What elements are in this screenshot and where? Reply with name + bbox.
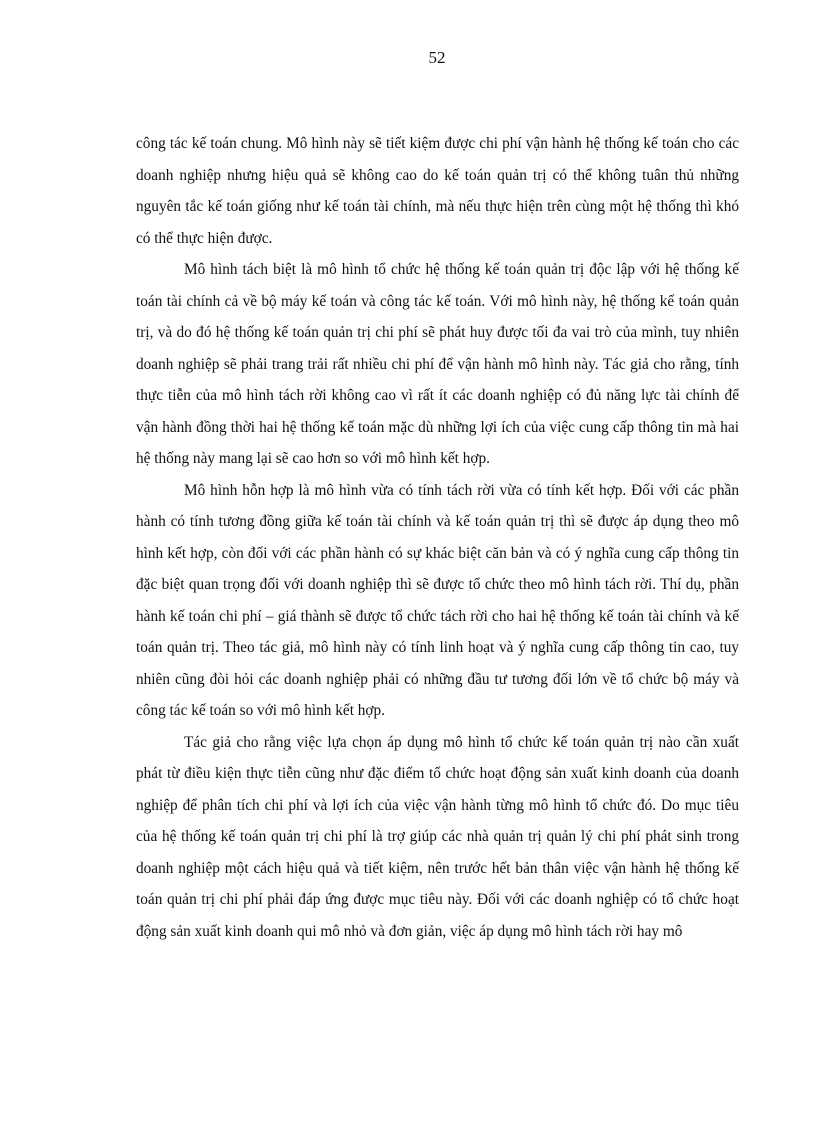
paragraph-model-selection: Tác giả cho rằng việc lựa chọn áp dụng mô hình tổ chức kế toán quản trị nào cần xuất phát từ điều kiện thực tiễn cũng như đặc điểm tổ chức hoạt động sản xuất kinh doanh của doanh nghiệp để phân tích chi phí và lợi ích của việc vận hành từng mô hình tổ chức đó. Do mục tiêu của hệ thống kế toán quản trị chi phí là trợ giúp các nhà quản trị quản lý chi phí phát sinh trong doanh nghiệp một cách hiệu quả và tiết kiệm, nên trước hết bản thân việc vận hành hệ thống kế toán quản trị chi phí phải đáp ứng được mục tiêu này. Đối với các doanh nghiệp có tổ chức hoạt động sản xuất kinh doanh qui mô nhỏ và đơn giản, việc áp dụng mô hình tách rời hay mô — [136, 733, 739, 940]
page-number: 52 — [428, 48, 446, 67]
paragraph-hybrid-model: Mô hình hỗn hợp là mô hình vừa có tính tách rời vừa có tính kết hợp. Đối với các phần hành có tính tương đồng giữa kế toán tài chính và kế toán quản trị thì sẽ được áp dụng theo mô hình kết hợp, còn đối với các phần hành có sự khác biệt căn bản và có ý nghĩa cung cấp thông tin đặc biệt quan trọng đối với doanh nghiệp thì sẽ được tổ chức theo mô hình tách rời. Thí dụ, phần hành kế toán chi phí – giá thành sẽ được tổ chức tách rời cho hai hệ thống kế toán tài chính và kế toán quản trị. Theo tác giả, mô hình này có tính linh hoạt và ý nghĩa cung cấp thông tin cao, tuy nhiên cũng đòi hỏi các doanh nghiệp phải có những đầu tư tương đối lớn về tổ chức bộ máy và công tác kế toán so với mô hình kết hợp. — [136, 481, 739, 719]
paragraph-continuation: công tác kế toán chung. Mô hình này sẽ tiết kiệm được chi phí vận hành hệ thống kế toán cho các doanh nghiệp nhưng hiệu quả sẽ không cao do kế toán quản trị có thể không tuân thủ những nguyên tắc kế toán giống như kế toán tài chính, mà nếu thực hiện trên cùng một hệ thống thì khó có thể thực hiện được. — [136, 135, 739, 247]
document-body — [136, 128, 739, 947]
paragraph-separate-model: Mô hình tách biệt là mô hình tổ chức hệ thống kế toán quản trị độc lập với hệ thống kế toán tài chính cả về bộ máy kế toán và công tác kế toán. Với mô hình này, hệ thống kế toán quản trị, và do đó hệ thống kế toán quản trị chi phí sẽ phát huy được tối đa vai trò của mình, tuy nhiên doanh nghiệp sẽ phải trang trải rất nhiều chi phí để vận hành mô hình này. Tác giả cho rằng, tính thực tiễn của mô hình tách rời không cao vì rất ít các doanh nghiệp có đủ năng lực tài chính để vận hành đồng thời hai hệ thống kế toán mặc dù những lợi ích của việc cung cấp thông tin mà hai hệ thống này mang lại sẽ cao hơn so với mô hình kết hợp. — [136, 261, 739, 467]
